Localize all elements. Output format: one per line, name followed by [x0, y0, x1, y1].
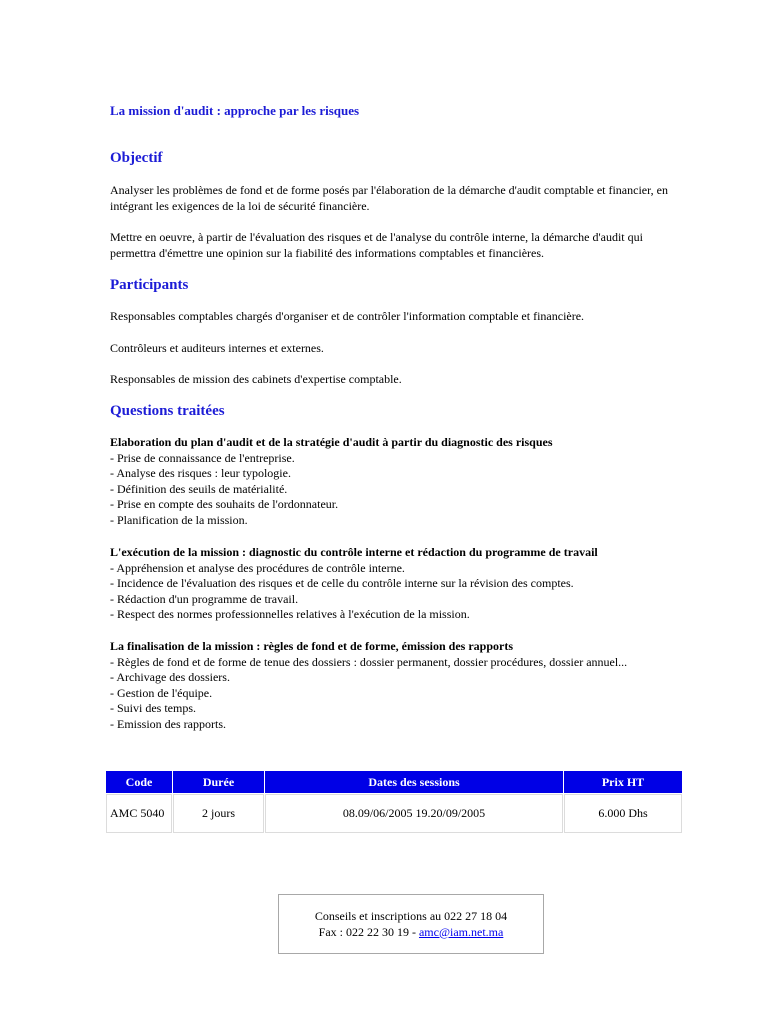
- contact-fax: Fax : 022 22 30 19 -: [318, 924, 419, 939]
- list-item: - Analyse des risques : leur typologie.: [110, 466, 291, 480]
- list-item: - Suivi des temps.: [110, 701, 196, 715]
- list-item: - Respect des normes professionnelles relatives à l'exécution de la mission.: [110, 607, 470, 621]
- question-section-title: Elaboration du plan d'audit et de la stratégie d'audit à partir du diagnostic des risques: [110, 435, 553, 449]
- questions-heading: Questions traitées: [110, 403, 225, 419]
- list-item: - Rédaction d'un programme de travail.: [110, 591, 299, 606]
- sessions-table: [105, 770, 683, 834]
- list-item: - Définition des seuils de matérialité.: [110, 481, 288, 496]
- question-section: [110, 639, 670, 732]
- list-item: - Prise en compte des souhaits de l'ordonnateur.: [110, 497, 339, 511]
- question-section: [110, 545, 670, 623]
- participants-item: Contrôleurs et auditeurs internes et externes.: [110, 341, 324, 355]
- list-item: - Prise de connaissance de l'entreprise.: [110, 450, 295, 465]
- contact-phone: Conseils et inscriptions au 022 27 18 04: [314, 909, 508, 923]
- question-section-title: La finalisation de la mission : règles de fond et de forme, émission des rapports: [110, 639, 513, 653]
- objectif-heading: Objectif: [110, 150, 163, 166]
- table-row: [106, 794, 682, 833]
- participants-item: Responsables de mission des cabinets d'expertise comptable.: [110, 372, 402, 386]
- cell-dates: 08.09/06/2005 19.20/09/2005: [265, 794, 563, 833]
- list-item: - Règles de fond et de forme de tenue des dossiers : dossier permanent, dossier procédures, dossier annuel...: [110, 654, 628, 669]
- list-item: - Incidence de l'évaluation des risques et de celle du contrôle interne sur la révision des comptes.: [110, 576, 574, 590]
- question-section: [110, 435, 670, 528]
- email-link[interactable]: amc@iam.net.ma: [418, 924, 504, 939]
- participants-heading: Participants: [110, 277, 189, 293]
- header-duree: Durée: [173, 771, 264, 793]
- list-item: - Emission des rapports.: [110, 716, 226, 731]
- cell-code: AMC 5040: [106, 794, 172, 833]
- cell-prix: 6.000 Dhs: [564, 794, 682, 833]
- list-item: - Gestion de l'équipe.: [110, 685, 213, 700]
- objectif-paragraph-2: Mettre en oeuvre, à partir de l'évaluation des risques et de l'analyse du contrôle interne, la démarche d'audit qui permettra d'émettre une opinion sur la fiabilité des informations comptables et financières.: [110, 230, 643, 260]
- participants-item: Responsables comptables chargés d'organiser et de contrôler l'information comptable et financière.: [110, 309, 585, 323]
- objectif-paragraph-1: Analyser les problèmes de fond et de forme posés par l'élaboration de la démarche d'audit comptable et financier, en intégrant les exigences de la loi de sécurité financière.: [110, 183, 668, 213]
- page-title: La mission d'audit : approche par les risques: [110, 103, 360, 118]
- header-code: Code: [106, 771, 172, 793]
- list-item: - Appréhension et analyse des procédures de contrôle interne.: [110, 560, 405, 575]
- contact-fax-line: [279, 925, 543, 941]
- table-header-row: [106, 771, 682, 793]
- header-dates: Dates des sessions: [265, 771, 563, 793]
- header-prix: Prix HT: [564, 771, 682, 793]
- cell-duree: 2 jours: [173, 794, 264, 833]
- contact-box: [278, 894, 544, 954]
- list-item: - Planification de la mission.: [110, 512, 248, 527]
- question-section-title: L'exécution de la mission : diagnostic du contrôle interne et rédaction du programme de travail: [110, 545, 598, 559]
- list-item: - Archivage des dossiers.: [110, 670, 230, 684]
